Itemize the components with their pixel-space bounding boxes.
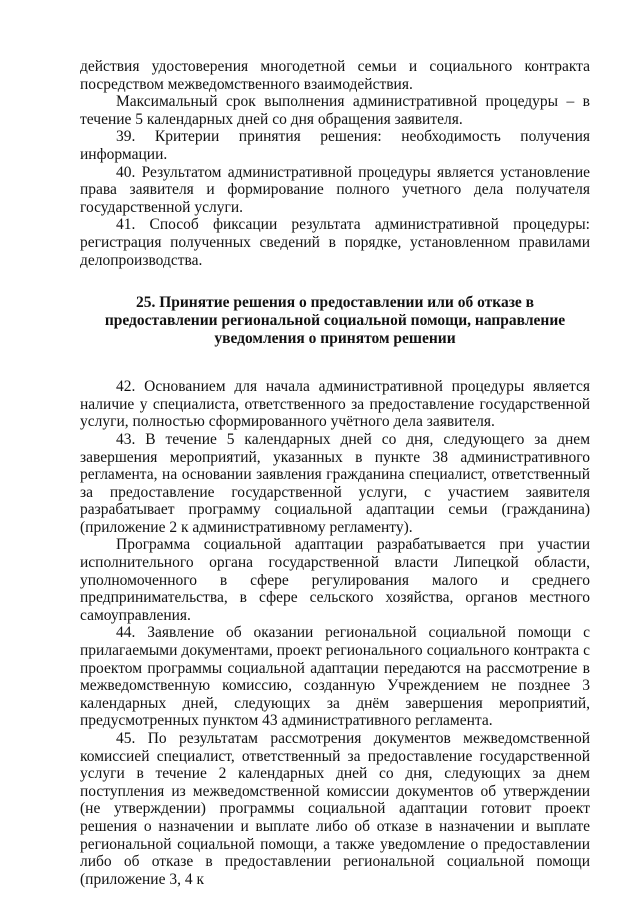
paragraph-max-term: Максимальный срок выполнения административной процедуры – в течение 5 календарных дней со дня обращения заявителя. bbox=[80, 93, 590, 128]
section-heading: 25. Принятие решения о предоставлении или об отказе в предоставлении региональной социальной помощи, направление уведомления о принятом решении bbox=[104, 294, 566, 348]
paragraph-43: 43. В течение 5 календарных дней со дня, следующего за днем завершения мероприятий, указанных в пункте 38 административного регламента, на основании заявления гражданина специалист, ответственный за предоставление государственной услуги, с участием заявителя разрабатывает программу социальной адаптации семьи (гражданина) (приложение 2 к административному регламенту). bbox=[80, 430, 590, 536]
paragraph-40: 40. Результатом административной процедуры является установление права заявителя и формирование полного учетного дела получателя государственной услуги. bbox=[80, 163, 590, 216]
paragraph-program: Программа социальной адаптации разрабатывается при участии исполнительного органа государственной власти Липецкой области, уполномоченного в сфере регулирования малого и среднего предпринимательства, в сфере сельского хозяйства, органов местного самоуправления. bbox=[80, 536, 590, 624]
paragraph-39: 39. Критерии принятия решения: необходимость получения информации. bbox=[80, 128, 590, 163]
paragraph-42: 42. Основанием для начала административной процедуры является наличие у специалиста, ответственного за предоставление государственной услуги, полностью сформированного учётного дела заявителя. bbox=[80, 378, 590, 431]
paragraph-continuation: действия удостоверения многодетной семьи и социального контракта посредством межведомственного взаимодействия. bbox=[80, 58, 590, 93]
paragraph-41: 41. Способ фиксации результата административной процедуры: регистрация полученных сведений в порядке, установленном правилами делопроизводства. bbox=[80, 216, 590, 269]
document-page bbox=[80, 58, 590, 888]
paragraph-44: 44. Заявление об оказании региональной социальной помощи с прилагаемыми документами, проект регионального социального контракта с проектом программы социальной адаптации передаются на рассмотрение в межведомственную комиссию, созданную Учреждением не позднее 3 календарных дней, следующих за днём завершения мероприятий, предусмотренных пунктом 43 административного регламента. bbox=[80, 624, 590, 730]
paragraph-block-top bbox=[80, 58, 590, 269]
paragraph-45: 45. По результатам рассмотрения документов межведомственной комиссией специалист, ответственный за предоставление государственной услуги в течение 2 календарных дней со дня, следующих за днем поступления из межведомственной комиссии документов об утверждении (не утверждении) программы социальной адаптации готовит проект решения о назначении и выплате либо об отказе в назначении и выплате региональной социальной помощи, а также уведомление о предоставлении либо об отказе в предоставлении региональной социальной помощи (приложение 3, 4 к bbox=[80, 730, 590, 888]
paragraph-block-bottom bbox=[80, 378, 590, 888]
